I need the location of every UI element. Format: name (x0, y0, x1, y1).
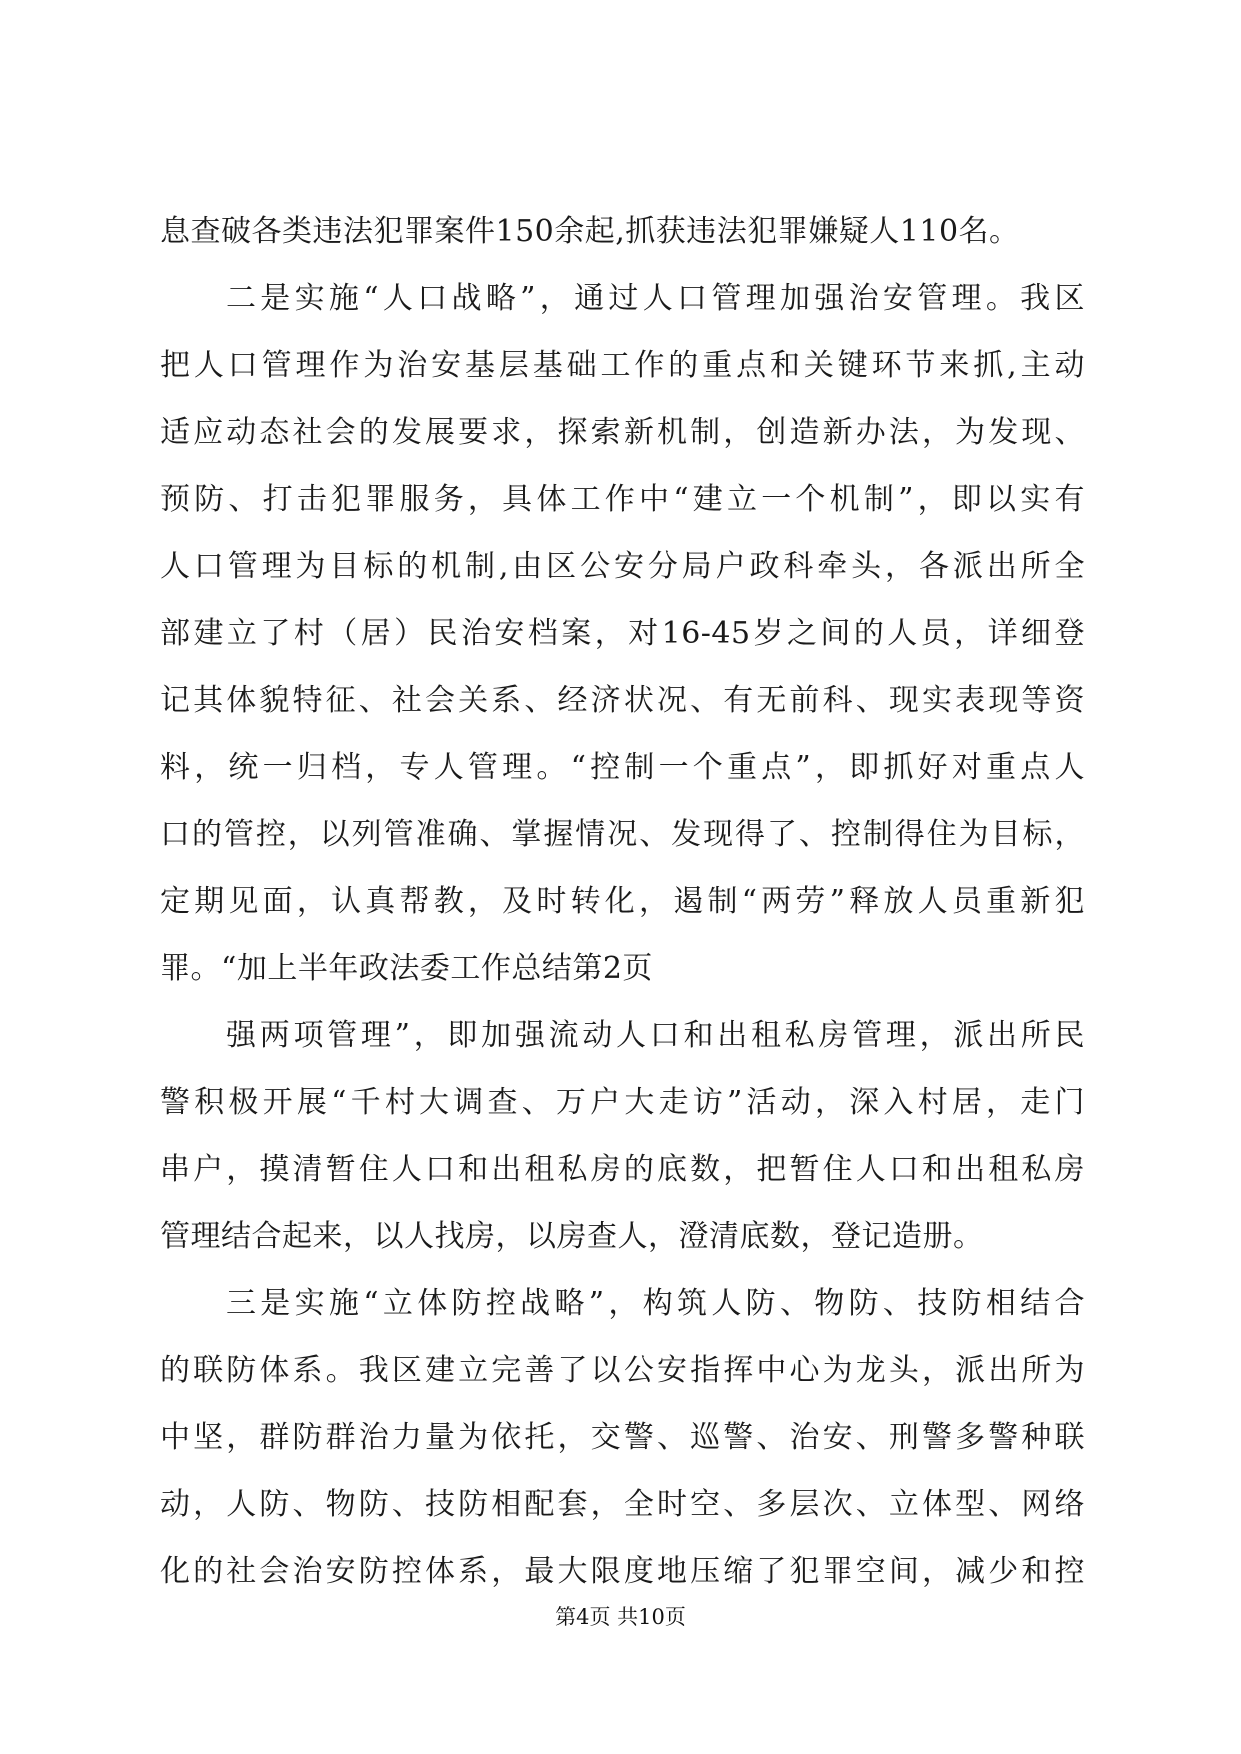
text-line: 中坚，群防群治力量为依托，交警、巡警、治安、刑警多警种联 (160, 1420, 1085, 1455)
text-line: 料，统一归档，专人管理。“控制一个重点”，即抓好对重点人 (160, 750, 1085, 785)
text-line: 动，人防、物防、技防相配套，全时空、多层次、立体型、网络 (160, 1487, 1085, 1522)
text-line: 定期见面，认真帮教，及时转化，遏制“两劳”释放人员重新犯 (160, 884, 1085, 919)
text-line: 管理结合起来，以人找房，以房查人，澄清底数，登记造册。 (160, 1219, 984, 1254)
text-line: 口的管控，以列管准确、掌握情况、发现得了、控制得住为目标， (160, 817, 1085, 852)
text-line: 强两项管理”，即加强流动人口和出租私房管理，派出所民 (226, 1018, 1085, 1053)
text-line: 记其体貌特征、社会关系、经济状况、有无前科、现实表现等资 (160, 683, 1085, 718)
text-line: 警积极开展“千村大调查、万户大走访”活动，深入村居，走门 (160, 1085, 1085, 1120)
text-line: 二是实施“人口战略”，通过人口管理加强治安管理。我区 (226, 281, 1085, 316)
text-line: 的联防体系。我区建立完善了以公安指挥中心为龙头，派出所为 (160, 1353, 1085, 1388)
text-line: 把人口管理作为治安基层基础工作的重点和关键环节来抓,主动 (160, 348, 1085, 383)
text-line: 三是实施“立体防控战略”，构筑人防、物防、技防相结合 (226, 1286, 1085, 1321)
text-line: 息查破各类违法犯罪案件150余起,抓获违法犯罪嫌疑人110名。 (160, 214, 1020, 249)
text-line: 串户，摸清暂住人口和出租私房的底数，把暂住人口和出租私房 (160, 1152, 1085, 1187)
text-line: 化的社会治安防控体系，最大限度地压缩了犯罪空间，减少和控 (160, 1554, 1085, 1589)
text-line: 适应动态社会的发展要求，探索新机制，创造新办法，为发现、 (160, 415, 1085, 450)
text-line: 预防、打击犯罪服务，具体工作中“建立一个机制”，即以实有 (160, 482, 1085, 517)
text-line: 罪。“加上半年政法委工作总结第2页 (160, 951, 653, 986)
document-body (160, 198, 1085, 1605)
page-footer: 第4页 共10页 (555, 1605, 686, 1629)
text-line: 部建立了村（居）民治安档案，对16-45岁之间的人员，详细登 (160, 616, 1085, 651)
text-line: 人口管理为目标的机制,由区公安分局户政科牵头，各派出所全 (160, 549, 1085, 584)
